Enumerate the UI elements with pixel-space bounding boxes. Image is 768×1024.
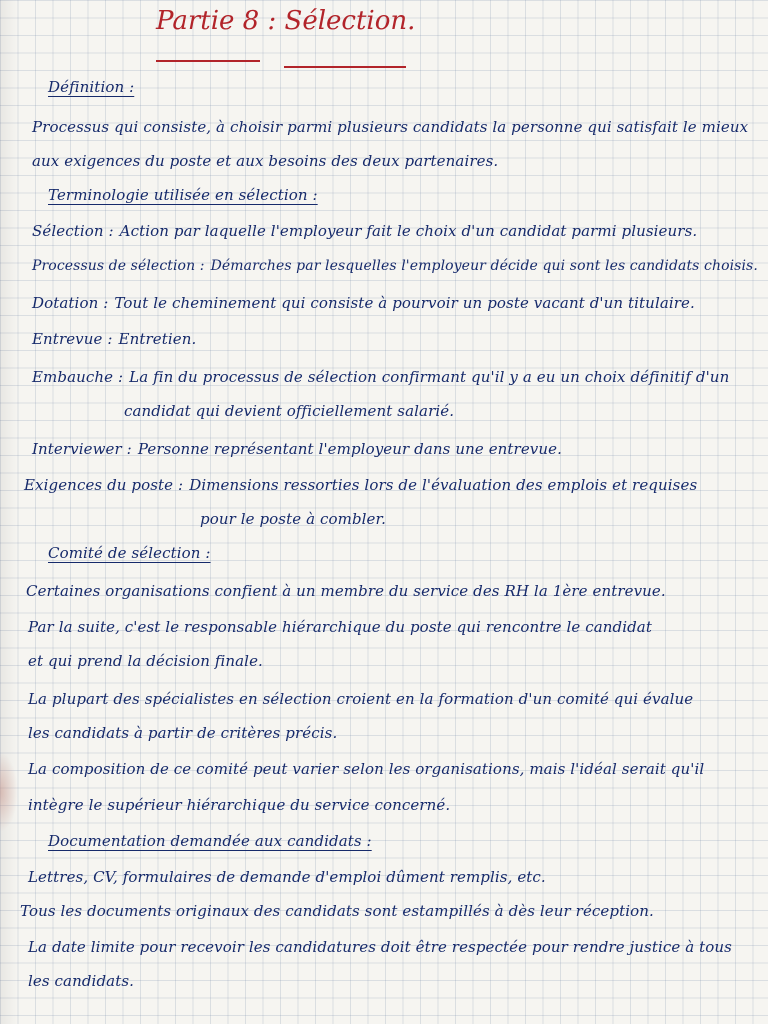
committee-line: La plupart des spécialistes en sélection croient en la formation d'un comité qui évalue [28, 690, 694, 708]
term-label: Interviewer : [32, 440, 132, 458]
term-definition: Action par laquelle l'employeur fait le choix d'un candidat parmi plusieurs. [119, 222, 698, 240]
term-row [32, 440, 562, 458]
term-definition: Entretien. [118, 330, 197, 348]
documentation-line: Tous les documents originaux des candidats sont estampillés à dès leur réception. [20, 902, 654, 920]
definition-line: aux exigences du poste et aux besoins des deux partenaires. [32, 152, 499, 170]
committee-line: Certaines organisations confient à un membre du service des RH la 1ère entrevue. [26, 582, 666, 600]
term-definition: Personne représentant l'employeur dans une entrevue. [137, 440, 562, 458]
committee-line: intègre le supérieur hiérarchique du service concerné. [28, 796, 451, 814]
committee-line: et qui prend la décision finale. [28, 652, 263, 670]
term-row [32, 330, 196, 348]
term-label: Dotation : [32, 294, 109, 312]
term-row [32, 368, 729, 386]
term-definition: Dimensions ressorties lors de l'évaluation des emplois et requises [189, 476, 698, 494]
page-title [156, 6, 426, 62]
term-definition: Tout le cheminement qui consiste à pourvoir un poste vacant d'un titulaire. [114, 294, 695, 312]
documentation-line: les candidats. [28, 972, 134, 990]
committee-line: les candidats à partir de critères précis. [28, 724, 338, 742]
term-label: Sélection : [32, 222, 114, 240]
page-title-text: Partie 8 : Sélection. [156, 6, 416, 36]
term-row [24, 476, 697, 494]
term-row [32, 258, 758, 274]
committee-heading: Comité de sélection : [48, 544, 211, 562]
documentation-line: La date limite pour recevoir les candidatures doit être respectée pour rendre justice à tous [28, 938, 732, 956]
term-row [124, 402, 454, 420]
page-stain [0, 752, 18, 832]
term-row [32, 222, 697, 240]
term-label: Embauche : [32, 368, 124, 386]
documentation-line: Lettres, CV, formulaires de demande d'emploi dûment remplis, etc. [28, 868, 546, 886]
term-definition: candidat qui devient officiellement salarié. [124, 402, 455, 420]
term-row [32, 294, 695, 312]
committee-line: La composition de ce comité peut varier selon les organisations, mais l'idéal serait qu'il [28, 760, 705, 778]
documentation-heading: Documentation demandée aux candidats : [48, 832, 372, 850]
term-label: Processus de sélection : [32, 258, 205, 274]
term-definition: Démarches par lesquelles l'employeur décide qui sont les candidats choisis. [210, 258, 758, 274]
title-underline-1 [156, 60, 260, 62]
term-label: Entrevue : [32, 330, 113, 348]
definition-heading: Définition : [48, 78, 135, 96]
term-definition: pour le poste à combler. [200, 510, 387, 528]
term-label: Exigences du poste : [24, 476, 184, 494]
committee-line: Par la suite, c'est le responsable hiérarchique du poste qui rencontre le candidat [28, 618, 652, 636]
term-row [200, 510, 386, 528]
definition-line: Processus qui consiste, à choisir parmi plusieurs candidats la personne qui satisfait le mieux [32, 118, 749, 136]
term-definition: La fin du processus de sélection confirmant qu'il y a eu un choix définitif d'un [129, 368, 730, 386]
title-underline-2 [284, 66, 406, 68]
terminology-heading: Terminologie utilisée en sélection : [48, 186, 318, 204]
